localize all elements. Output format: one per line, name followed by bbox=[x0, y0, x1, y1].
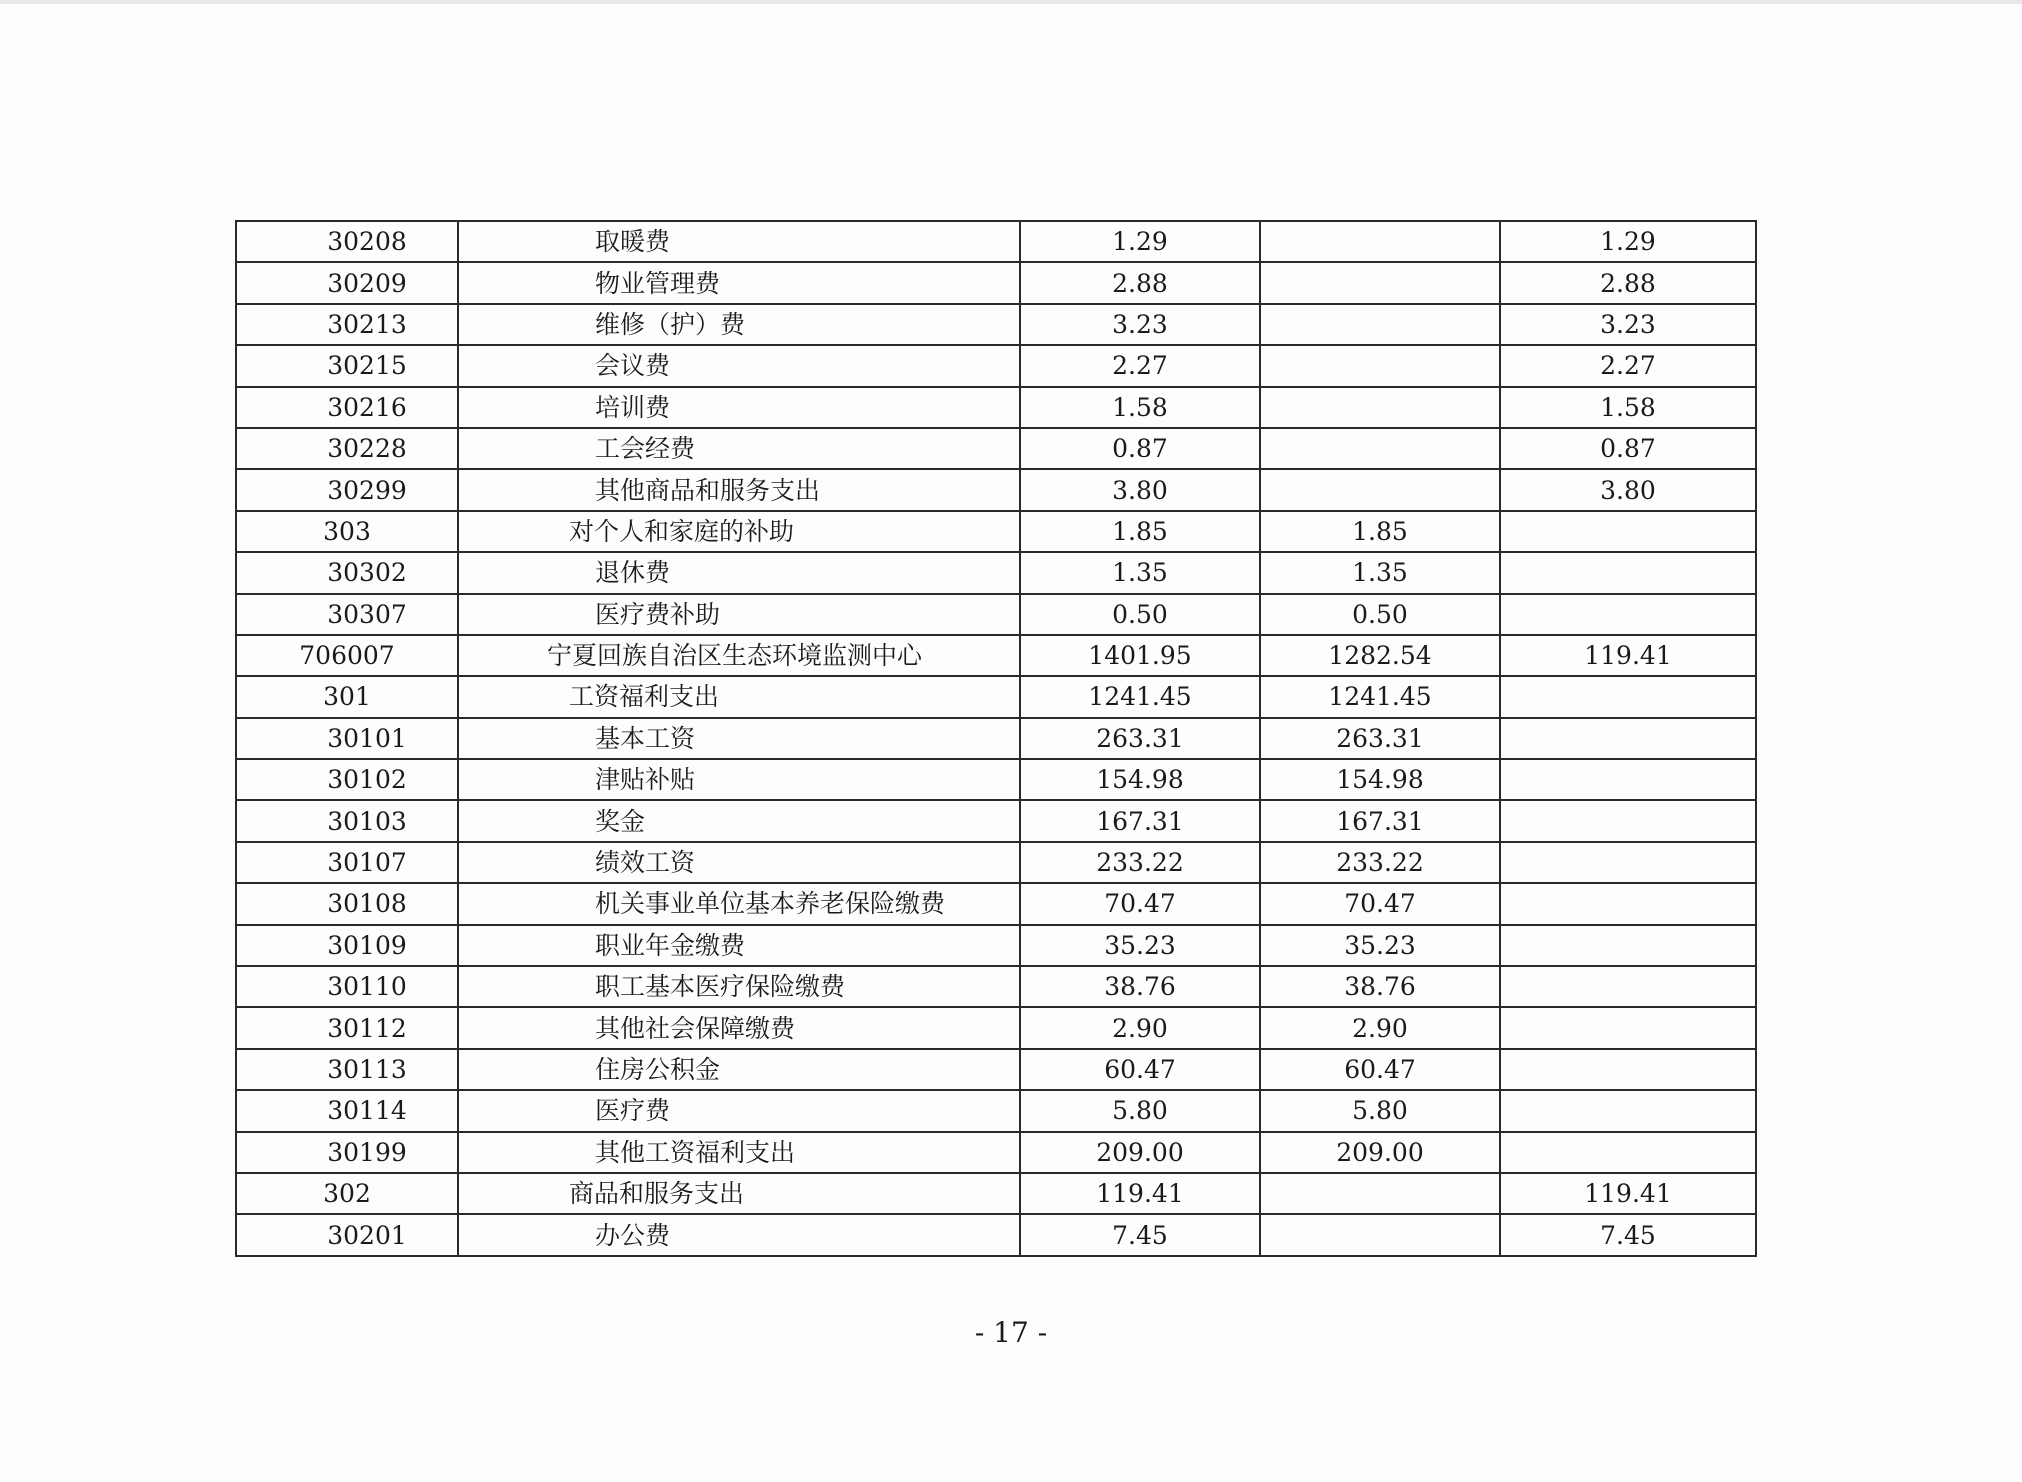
scan-top-edge bbox=[0, 0, 2022, 4]
basic-expenditure-cell bbox=[1260, 387, 1500, 428]
total-amount-cell: 0.87 bbox=[1020, 428, 1260, 469]
basic-expenditure-cell: 5.80 bbox=[1260, 1090, 1500, 1131]
account-code-cell: 30109 bbox=[236, 925, 458, 966]
basic-expenditure-cell: 1.35 bbox=[1260, 552, 1500, 593]
table-row bbox=[236, 345, 1756, 386]
account-code-cell: 30307 bbox=[236, 594, 458, 635]
account-code-cell: 30302 bbox=[236, 552, 458, 593]
table-row bbox=[236, 304, 1756, 345]
project-expenditure-cell bbox=[1500, 1090, 1756, 1131]
account-code-cell: 30209 bbox=[236, 262, 458, 303]
account-name-cell: 住房公积金 bbox=[458, 1049, 1020, 1090]
basic-expenditure-cell: 167.31 bbox=[1260, 800, 1500, 841]
account-name-cell: 商品和服务支出 bbox=[458, 1173, 1020, 1214]
account-name-cell: 工会经费 bbox=[458, 428, 1020, 469]
total-amount-cell: 154.98 bbox=[1020, 759, 1260, 800]
account-name-cell: 对个人和家庭的补助 bbox=[458, 511, 1020, 552]
account-name-cell: 办公费 bbox=[458, 1214, 1020, 1255]
table-row bbox=[236, 925, 1756, 966]
project-expenditure-cell: 0.87 bbox=[1500, 428, 1756, 469]
total-amount-cell: 0.50 bbox=[1020, 594, 1260, 635]
table-row bbox=[236, 676, 1756, 717]
account-code-cell: 30112 bbox=[236, 1007, 458, 1048]
table-row bbox=[236, 1173, 1756, 1214]
table-row bbox=[236, 966, 1756, 1007]
account-code-cell: 30107 bbox=[236, 842, 458, 883]
account-code-cell: 30215 bbox=[236, 345, 458, 386]
table-row bbox=[236, 842, 1756, 883]
table-row bbox=[236, 428, 1756, 469]
basic-expenditure-cell bbox=[1260, 428, 1500, 469]
basic-expenditure-cell bbox=[1260, 345, 1500, 386]
basic-expenditure-cell bbox=[1260, 262, 1500, 303]
project-expenditure-cell bbox=[1500, 966, 1756, 1007]
total-amount-cell: 119.41 bbox=[1020, 1173, 1260, 1214]
account-name-cell: 绩效工资 bbox=[458, 842, 1020, 883]
account-name-cell: 奖金 bbox=[458, 800, 1020, 841]
total-amount-cell: 35.23 bbox=[1020, 925, 1260, 966]
total-amount-cell: 233.22 bbox=[1020, 842, 1260, 883]
account-name-cell: 医疗费补助 bbox=[458, 594, 1020, 635]
project-expenditure-cell: 1.29 bbox=[1500, 221, 1756, 262]
total-amount-cell: 5.80 bbox=[1020, 1090, 1260, 1131]
basic-expenditure-cell: 1282.54 bbox=[1260, 635, 1500, 676]
basic-expenditure-cell: 38.76 bbox=[1260, 966, 1500, 1007]
basic-expenditure-cell bbox=[1260, 304, 1500, 345]
budget-expenditure-table bbox=[235, 220, 1757, 1257]
basic-expenditure-cell bbox=[1260, 1173, 1500, 1214]
account-code-cell: 30199 bbox=[236, 1132, 458, 1173]
basic-expenditure-cell: 0.50 bbox=[1260, 594, 1500, 635]
table-row bbox=[236, 469, 1756, 510]
total-amount-cell: 167.31 bbox=[1020, 800, 1260, 841]
project-expenditure-cell bbox=[1500, 842, 1756, 883]
table-row bbox=[236, 387, 1756, 428]
account-code-cell: 30213 bbox=[236, 304, 458, 345]
project-expenditure-cell bbox=[1500, 800, 1756, 841]
table-row bbox=[236, 1049, 1756, 1090]
table-row bbox=[236, 1132, 1756, 1173]
account-name-cell: 取暖费 bbox=[458, 221, 1020, 262]
account-name-cell: 培训费 bbox=[458, 387, 1020, 428]
table-row bbox=[236, 800, 1756, 841]
account-name-cell: 维修（护）费 bbox=[458, 304, 1020, 345]
total-amount-cell: 2.27 bbox=[1020, 345, 1260, 386]
table-row bbox=[236, 262, 1756, 303]
project-expenditure-cell: 3.23 bbox=[1500, 304, 1756, 345]
account-code-cell: 30228 bbox=[236, 428, 458, 469]
total-amount-cell: 263.31 bbox=[1020, 718, 1260, 759]
table-row bbox=[236, 511, 1756, 552]
account-code-cell: 706007 bbox=[236, 635, 458, 676]
account-code-cell: 30102 bbox=[236, 759, 458, 800]
account-name-cell: 宁夏回族自治区生态环境监测中心 bbox=[458, 635, 1020, 676]
basic-expenditure-cell: 35.23 bbox=[1260, 925, 1500, 966]
account-code-cell: 30103 bbox=[236, 800, 458, 841]
total-amount-cell: 3.80 bbox=[1020, 469, 1260, 510]
project-expenditure-cell bbox=[1500, 552, 1756, 593]
table-row bbox=[236, 1007, 1756, 1048]
account-code-cell: 30216 bbox=[236, 387, 458, 428]
account-code-cell: 30299 bbox=[236, 469, 458, 510]
account-name-cell: 工资福利支出 bbox=[458, 676, 1020, 717]
project-expenditure-cell: 2.27 bbox=[1500, 345, 1756, 386]
total-amount-cell: 209.00 bbox=[1020, 1132, 1260, 1173]
account-code-cell: 30201 bbox=[236, 1214, 458, 1255]
project-expenditure-cell bbox=[1500, 1049, 1756, 1090]
total-amount-cell: 38.76 bbox=[1020, 966, 1260, 1007]
total-amount-cell: 1.85 bbox=[1020, 511, 1260, 552]
project-expenditure-cell: 1.58 bbox=[1500, 387, 1756, 428]
total-amount-cell: 1241.45 bbox=[1020, 676, 1260, 717]
total-amount-cell: 2.90 bbox=[1020, 1007, 1260, 1048]
project-expenditure-cell: 119.41 bbox=[1500, 635, 1756, 676]
account-code-cell: 301 bbox=[236, 676, 458, 717]
project-expenditure-cell bbox=[1500, 594, 1756, 635]
table-row bbox=[236, 759, 1756, 800]
basic-expenditure-cell bbox=[1260, 1214, 1500, 1255]
project-expenditure-cell bbox=[1500, 676, 1756, 717]
basic-expenditure-cell: 1.85 bbox=[1260, 511, 1500, 552]
project-expenditure-cell bbox=[1500, 718, 1756, 759]
table-row bbox=[236, 594, 1756, 635]
project-expenditure-cell bbox=[1500, 759, 1756, 800]
basic-expenditure-cell bbox=[1260, 221, 1500, 262]
total-amount-cell: 1.29 bbox=[1020, 221, 1260, 262]
table-body bbox=[236, 221, 1756, 1256]
account-name-cell: 职工基本医疗保险缴费 bbox=[458, 966, 1020, 1007]
basic-expenditure-cell: 70.47 bbox=[1260, 883, 1500, 924]
account-name-cell: 其他商品和服务支出 bbox=[458, 469, 1020, 510]
account-code-cell: 30113 bbox=[236, 1049, 458, 1090]
project-expenditure-cell: 2.88 bbox=[1500, 262, 1756, 303]
table-row bbox=[236, 718, 1756, 759]
total-amount-cell: 70.47 bbox=[1020, 883, 1260, 924]
table-row bbox=[236, 1214, 1756, 1255]
account-name-cell: 其他社会保障缴费 bbox=[458, 1007, 1020, 1048]
table-row bbox=[236, 221, 1756, 262]
project-expenditure-cell bbox=[1500, 1132, 1756, 1173]
project-expenditure-cell: 7.45 bbox=[1500, 1214, 1756, 1255]
account-name-cell: 其他工资福利支出 bbox=[458, 1132, 1020, 1173]
total-amount-cell: 1.58 bbox=[1020, 387, 1260, 428]
basic-expenditure-cell: 154.98 bbox=[1260, 759, 1500, 800]
basic-expenditure-cell bbox=[1260, 469, 1500, 510]
account-code-cell: 30101 bbox=[236, 718, 458, 759]
account-code-cell: 30114 bbox=[236, 1090, 458, 1131]
total-amount-cell: 60.47 bbox=[1020, 1049, 1260, 1090]
project-expenditure-cell bbox=[1500, 1007, 1756, 1048]
account-name-cell: 会议费 bbox=[458, 345, 1020, 386]
table-row bbox=[236, 883, 1756, 924]
total-amount-cell: 1401.95 bbox=[1020, 635, 1260, 676]
total-amount-cell: 7.45 bbox=[1020, 1214, 1260, 1255]
table-row bbox=[236, 635, 1756, 676]
total-amount-cell: 1.35 bbox=[1020, 552, 1260, 593]
account-name-cell: 机关事业单位基本养老保险缴费 bbox=[458, 883, 1020, 924]
account-name-cell: 职业年金缴费 bbox=[458, 925, 1020, 966]
account-code-cell: 302 bbox=[236, 1173, 458, 1214]
basic-expenditure-cell: 2.90 bbox=[1260, 1007, 1500, 1048]
project-expenditure-cell: 119.41 bbox=[1500, 1173, 1756, 1214]
basic-expenditure-cell: 1241.45 bbox=[1260, 676, 1500, 717]
account-code-cell: 30108 bbox=[236, 883, 458, 924]
basic-expenditure-cell: 263.31 bbox=[1260, 718, 1500, 759]
account-code-cell: 30110 bbox=[236, 966, 458, 1007]
account-name-cell: 医疗费 bbox=[458, 1090, 1020, 1131]
table-row bbox=[236, 552, 1756, 593]
account-name-cell: 基本工资 bbox=[458, 718, 1020, 759]
account-name-cell: 退休费 bbox=[458, 552, 1020, 593]
basic-expenditure-cell: 60.47 bbox=[1260, 1049, 1500, 1090]
project-expenditure-cell bbox=[1500, 925, 1756, 966]
total-amount-cell: 2.88 bbox=[1020, 262, 1260, 303]
project-expenditure-cell: 3.80 bbox=[1500, 469, 1756, 510]
project-expenditure-cell bbox=[1500, 883, 1756, 924]
total-amount-cell: 3.23 bbox=[1020, 304, 1260, 345]
project-expenditure-cell bbox=[1500, 511, 1756, 552]
page-number: - 17 - bbox=[974, 1316, 1048, 1349]
account-code-cell: 303 bbox=[236, 511, 458, 552]
basic-expenditure-cell: 209.00 bbox=[1260, 1132, 1500, 1173]
table-row bbox=[236, 1090, 1756, 1131]
account-name-cell: 物业管理费 bbox=[458, 262, 1020, 303]
basic-expenditure-cell: 233.22 bbox=[1260, 842, 1500, 883]
account-name-cell: 津贴补贴 bbox=[458, 759, 1020, 800]
account-code-cell: 30208 bbox=[236, 221, 458, 262]
